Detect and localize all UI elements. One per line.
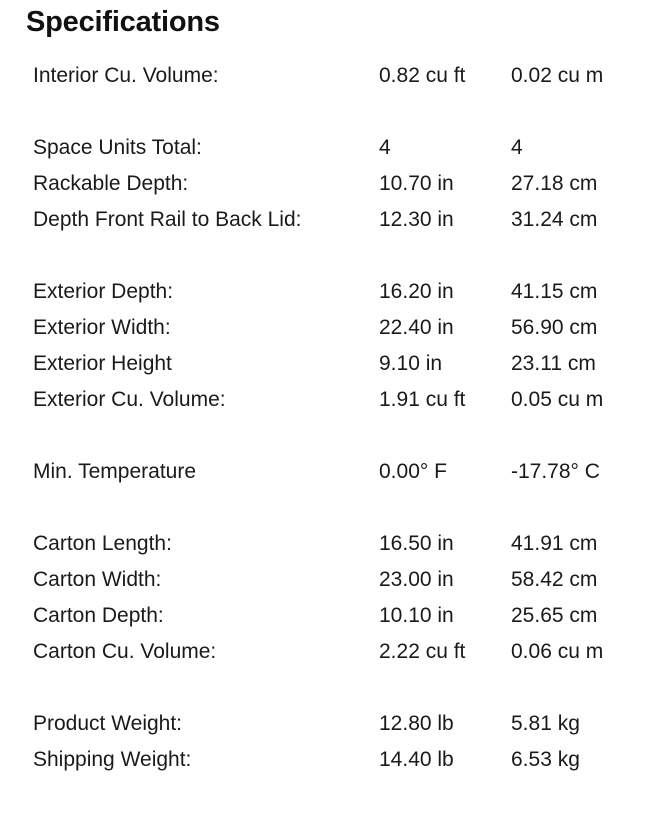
spec-label: Space Units Total:: [33, 136, 202, 159]
page-title: Specifications: [26, 6, 220, 38]
spec-value-imperial: 22.40 in: [379, 316, 454, 339]
spec-group: [33, 274, 653, 418]
spec-value-imperial: 1.91 cu ft: [379, 388, 466, 411]
spec-value-metric: 5.81 kg: [511, 712, 580, 735]
spec-label: Exterior Width:: [33, 316, 171, 339]
spec-row: [33, 310, 653, 346]
spec-value-metric: 4: [511, 136, 523, 159]
spec-value-metric: 6.53 kg: [511, 748, 580, 771]
spec-value-imperial: 12.80 lb: [379, 712, 454, 735]
spec-value-metric: 58.42 cm: [511, 568, 598, 591]
spec-value-imperial: 0.00° F: [379, 460, 447, 483]
spec-row: [33, 346, 653, 382]
spec-row: [33, 598, 653, 634]
spec-label: Carton Length:: [33, 532, 172, 555]
spec-row: [33, 526, 653, 562]
spec-group: [33, 454, 653, 490]
spec-value-imperial: 16.50 in: [379, 532, 454, 555]
spec-label: Product Weight:: [33, 712, 183, 735]
spec-row: [33, 202, 653, 238]
spec-value-imperial: 9.10 in: [379, 352, 443, 375]
spec-row: [33, 562, 653, 598]
spec-label: Min. Temperature: [33, 460, 197, 483]
spec-row: [33, 742, 653, 778]
spec-group: [33, 526, 653, 670]
spec-value-metric: 27.18 cm: [511, 172, 598, 195]
spec-label: Exterior Depth:: [33, 280, 174, 303]
spec-value-imperial: 2.22 cu ft: [379, 640, 466, 663]
spec-label: Rackable Depth:: [33, 172, 189, 195]
spec-row: [33, 454, 653, 490]
spec-value-imperial: 4: [379, 136, 391, 159]
spec-row: [33, 166, 653, 202]
spec-value-metric: 25.65 cm: [511, 604, 598, 627]
spec-row: [33, 634, 653, 670]
spec-value-imperial: 23.00 in: [379, 568, 454, 591]
spec-value-imperial: 10.70 in: [379, 172, 454, 195]
spec-label: Carton Depth:: [33, 604, 164, 627]
spec-label: Carton Width:: [33, 568, 162, 591]
spec-label: Depth Front Rail to Back Lid:: [33, 208, 302, 231]
spec-row: [33, 130, 653, 166]
spec-label: Carton Cu. Volume:: [33, 640, 217, 663]
spec-value-metric: 56.90 cm: [511, 316, 598, 339]
spec-value-imperial: 12.30 in: [379, 208, 454, 231]
spec-value-imperial: 16.20 in: [379, 280, 454, 303]
spec-value-metric: 0.05 cu m: [511, 388, 604, 411]
spec-group: [33, 58, 653, 94]
spec-label: Exterior Cu. Volume:: [33, 388, 226, 411]
spec-value-metric: 0.06 cu m: [511, 640, 604, 663]
spec-value-metric: 0.02 cu m: [511, 64, 604, 87]
spec-row: [33, 58, 653, 94]
spec-list: [33, 58, 653, 814]
spec-label: Shipping Weight:: [33, 748, 192, 771]
spec-label: Interior Cu. Volume:: [33, 64, 219, 87]
spec-value-metric: 31.24 cm: [511, 208, 598, 231]
spec-value-metric: 41.15 cm: [511, 280, 598, 303]
spec-row: [33, 706, 653, 742]
spec-value-metric: 23.11 cm: [511, 352, 596, 375]
spec-row: [33, 274, 653, 310]
spec-value-imperial: 14.40 lb: [379, 748, 454, 771]
spec-value-imperial: 0.82 cu ft: [379, 64, 466, 87]
spec-row: [33, 382, 653, 418]
spec-group: [33, 130, 653, 238]
spec-group: [33, 706, 653, 778]
spec-value-metric: -17.78° C: [511, 460, 600, 483]
spec-value-imperial: 10.10 in: [379, 604, 454, 627]
spec-label: Exterior Height: [33, 352, 172, 375]
spec-value-metric: 41.91 cm: [511, 532, 598, 555]
